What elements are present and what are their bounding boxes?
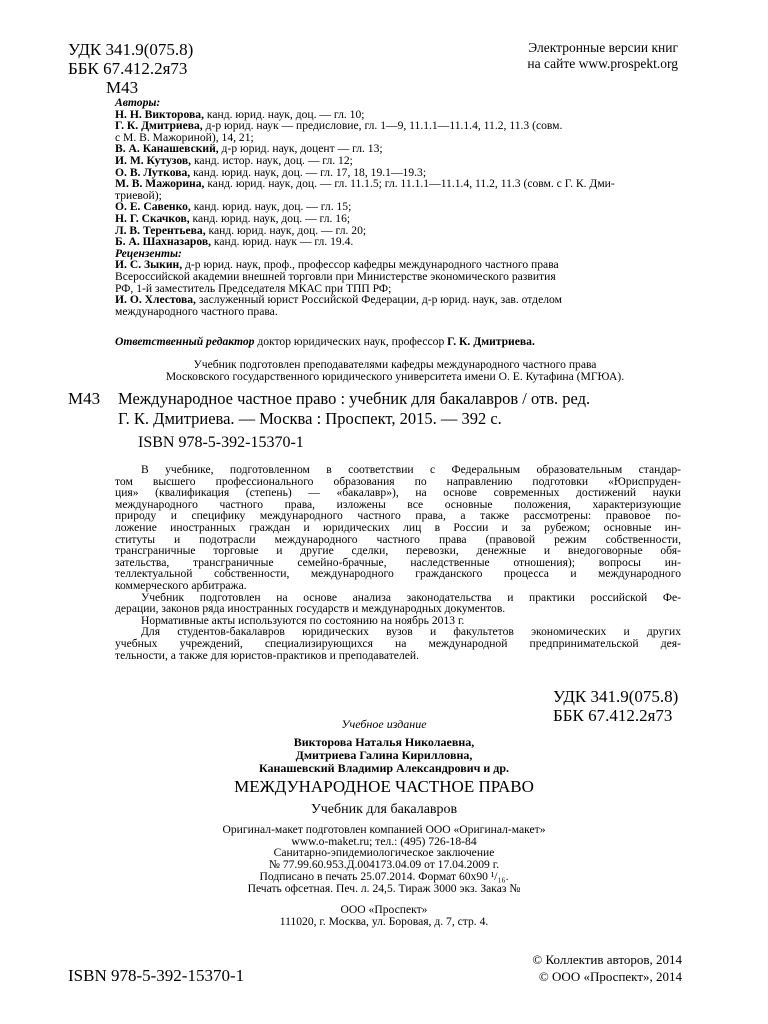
imprint-line: Оригинал-макет подготовлен компанией ООО «Оригинал-макет» (222, 823, 546, 836)
editor-line (115, 336, 535, 348)
author-line-text: д-р юрид. наук — предисловие, гл. 1—9, 11.1.1—11.1.4, 11.2, 11.3 (совм. (202, 119, 563, 133)
annotation-line: зательства, трансграничные семейно-брачные, наследственные отношения); вопросы ин- (115, 555, 681, 569)
annotation-paragraph-1 (115, 464, 681, 592)
edition-block (234, 718, 534, 775)
annotation-line: дерации, законов ряда иностранных государств и международных документов. (115, 602, 506, 616)
author-line-name: И. М. Кутузов, (115, 153, 192, 167)
annotation-line: коммерческого арбитража. (115, 578, 247, 592)
imprint-block (184, 824, 584, 928)
editor-text: доктор юридических наук, профессор (254, 335, 448, 348)
author-line-text: канд. юрид. наук, доц. — гл. 20; (205, 223, 367, 237)
edition-type: Учебное издание (341, 717, 427, 731)
annotation-line: тельности, а также для юристов-практиков и преподавателей. (115, 648, 419, 662)
author-line-name: Б. А. Шахназаров, (115, 235, 212, 249)
copyright-authors: © Коллектив авторов, 2014 (532, 952, 682, 967)
udk-code: УДК 341.9(075.8) (68, 40, 194, 59)
citation-line-1: Международное частное право : учебник для бакалавров / отв. ред. (118, 389, 591, 408)
reviewer-line-text: РФ, 1-й заместитель Председателя МКАС при ТПП РФ; (115, 281, 392, 295)
author-line-text: канд. юрид. наук, доц. — гл. 17, 18, 19.1—19.3; (190, 165, 427, 179)
author-line-name: О. В. Луткова, (115, 165, 191, 179)
bbk-code: ББК 67.412.2я73 (68, 59, 188, 78)
authors-list (115, 109, 680, 248)
copyright-publisher: © ООО «Проспект», 2014 (538, 969, 682, 984)
annotation-line: ложение иностранных граждан и юридических лиц в России и за рубежом; основные ин- (115, 520, 681, 534)
reviewer-line-name: И. О. Хлестова, (115, 293, 196, 307)
bottom-isbn: ISBN 978-5-392-15370-1 (68, 966, 245, 985)
reviewers-list (115, 259, 680, 317)
author-line-text: канд. юрид. наук, доц. — гл. 10; (203, 107, 365, 121)
footer-author-1: Викторова Наталья Николаевна, (293, 735, 475, 749)
reviewer-line (115, 306, 680, 318)
citation-isbn: ISBN 978-5-392-15370-1 (138, 434, 304, 451)
imprint-line: Санитарно-эпидемиологическое заключение (273, 846, 495, 860)
annotation-line: Учебник подготовлен на основе анализа законодательства и практики российской Фе- (141, 590, 681, 604)
annotation-line: международного частного права, изложены все основные положения, характеризующие (115, 497, 681, 511)
author-line-name: Н. Г. Скачков, (115, 211, 190, 225)
publisher-name: ООО «Проспект» (340, 903, 428, 917)
copyright-block (500, 951, 682, 985)
annotation-line: трансграничные торговые и другие сделки, перевозки, денежные и внедоговорные обя- (115, 544, 681, 558)
editor-name: Г. К. Дмитриева. (447, 335, 535, 348)
prepared-note (85, 359, 705, 382)
annotation-paragraph-4 (115, 626, 681, 661)
author-line (115, 236, 680, 248)
annotation-line: учебных учреждений, специализирующихся на международной предпринимательской дея- (115, 636, 681, 650)
reviewers-heading: Рецензенты: (115, 246, 182, 260)
reviewer-line-text: д-р юрид. наук, проф., профессор кафедры международного частного права (182, 258, 559, 272)
book-title: МЕЖДУНАРОДНОЕ ЧАСТНОЕ ПРАВО (234, 777, 534, 796)
reviewer-line-text: международного частного права. (115, 304, 278, 318)
footer-author-3: Канашевский Владимир Александрович и др. (258, 761, 510, 775)
footer-author-2: Дмитриева Галина Кирилловна, (295, 748, 473, 762)
author-line-text: канд. юрид. наук, доц. — гл. 11.1.5; гл. 11.1.1—11.1.4, 11.2, 11.3 (совм. с Г. К. Дми- (204, 177, 615, 191)
reviewer-line-text: Всероссийской академии внешней торговли при Министерстве экономического развития (115, 269, 556, 283)
author-line-text: канд. юрид. наук — гл. 19.4. (211, 235, 354, 249)
footer-udk: УДК 341.9(075.8) (553, 687, 679, 706)
imprint-line: № 77.99.60.953.Д.004173.04.09 от 17.04.2009 г. (268, 858, 500, 872)
reviewer-line-name: И. С. Зыкин, (115, 258, 183, 272)
citation-code: М43 (68, 389, 101, 408)
prepared-line-2: Московского государственного юридического университета имени О. Е. Кутафина (МГЮА). (165, 369, 625, 383)
annotation-line: природу и специфику международного частного права, а также рассмотрены: правовое по- (115, 509, 681, 523)
annotation-paragraph-3: Нормативные акты используются по состоянию на ноябрь 2013 г. (141, 613, 465, 627)
footer-bbk: ББК 67.412.2я73 (553, 706, 673, 725)
author-line-name: Н. Н. Викторова, (115, 107, 204, 121)
citation-line-2: Г. К. Дмитриева. — Москва : Проспект, 2015. — 392 с. (118, 408, 502, 428)
annotation-line: В учебнике, подготовленном в соответствии с Федеральным образовательным стандар- (141, 463, 681, 476)
book-subtitle: Учебник для бакалавров (310, 802, 458, 817)
author-line-name: М. В. Мажорина, (115, 177, 205, 191)
author-line-text: с М. В. Мажориной), 14, 21; (115, 130, 254, 144)
annotation-line: ституты и подотрасли международного частного права (правовой режим собственности, (115, 532, 681, 546)
imprint-line: www.o-maket.ru; тел.: (495) 726-18-84 (291, 834, 477, 848)
author-line-name: О. Е. Савенко, (115, 200, 191, 214)
author-line-text: д-р юрид. наук, доцент — гл. 13; (218, 142, 383, 156)
annotation-line: том высшего профессионального образования по направлению подготовки «Юриспруден- (115, 474, 681, 488)
credits-block (115, 97, 680, 317)
author-line-text: триевой); (115, 188, 162, 202)
ebooks-line-1: Электронные версии книг (528, 40, 678, 55)
publisher-address: 111020, г. Москва, ул. Боровая, д. 7, стр. 4. (279, 914, 489, 928)
reviewer-line-text: заслуженный юрист Российской Федерации, д-р юрид. наук, зав. отделом (195, 293, 562, 307)
author-line-name: Л. В. Терентьева, (115, 223, 206, 237)
author-line-text: канд. юрид. наук, доц. — гл. 15; (190, 200, 352, 214)
imprint-line: Подписано в печать 25.07.2014. Формат 60х90 ¹/₁₆. (259, 869, 509, 883)
annotation-line: ция» (квалификация (степень) — «бакалавр»), на основе современных достижений науки (115, 486, 681, 500)
author-mark: М43 (106, 78, 139, 97)
author-line (115, 178, 680, 190)
annotation-line: Для студентов-бакалавров юридических вузов и факультетов экономических и других (141, 625, 681, 639)
author-line-name: Г. К. Дмитриева, (115, 119, 203, 133)
prepared-line-1: Учебник подготовлен преподавателями кафедры международного частного права (193, 358, 597, 371)
imprint-line: Печать офсетная. Печ. л. 24,5. Тираж 3000 экз. Заказ № (247, 881, 521, 895)
citation (118, 389, 590, 428)
ebooks-line-2: на сайте www.prospekt.org (527, 56, 678, 71)
editor-label: Ответственный редактор (115, 335, 255, 348)
imprint-lines (184, 824, 584, 894)
annotation-line: теллектуальной собственности, международного гражданского процесса и международного (115, 567, 681, 581)
annotation (115, 464, 681, 661)
author-line-text: канд. истор. наук, доц. — гл. 12; (191, 153, 353, 167)
ebooks-note (460, 40, 678, 72)
annotation-paragraph-2 (115, 592, 681, 615)
author-line-text: канд. юрид. наук, доц. — гл. 16; (189, 211, 351, 225)
authors-heading: Авторы: (115, 96, 161, 109)
author-line-name: В. А. Канашевский, (115, 142, 219, 156)
